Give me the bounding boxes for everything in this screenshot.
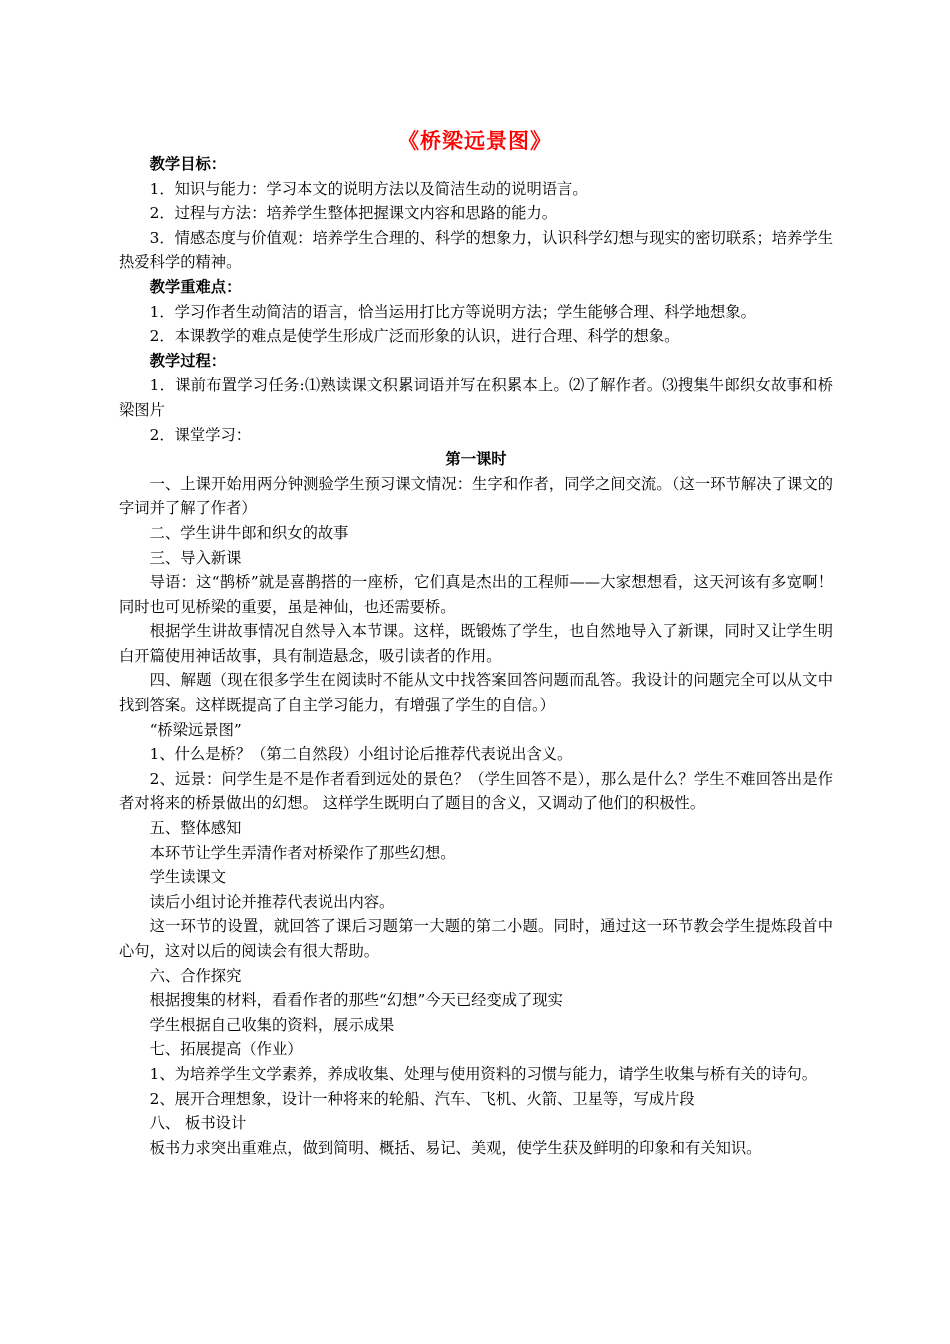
paragraph: “桥梁远景图”	[149, 720, 242, 739]
paragraph: 二、学生讲牛郎和织女的故事	[149, 523, 349, 542]
section-heading: 教学目标：	[149, 155, 227, 173]
document-body	[119, 152, 833, 1160]
paragraph: 本环节让学生弄清作者对桥梁作了那些幻想。	[149, 843, 456, 862]
paragraph: 学生根据自己收集的资料，展示成果	[149, 1015, 395, 1034]
paragraph: 一、上课开始用两分钟测验学生预习课文情况：生字和作者，同学之间交流。（这一环节解决了课文的字词并了解了作者）	[119, 474, 833, 518]
lesson-heading: 第一课时	[445, 450, 507, 469]
paragraph: 2．课堂学习：	[149, 425, 252, 444]
paragraph: 学生读课文	[149, 868, 227, 887]
section-heading: 教学重难点：	[149, 277, 242, 296]
paragraph: 这一环节的设置，就回答了课后习题第一大题的第二小题。同时，通过这一环节教会学生提炼段首中心句，这对以后的阅读会有很大帮助。	[119, 917, 833, 960]
paragraph: 导语：这“鹊桥”就是喜鹊搭的一座桥，它们真是杰出的工程师——大家想想看，这天河该有多宽啊！同时也可见桥梁的重要，虽是神仙，也还需要桥。	[119, 573, 833, 616]
paragraph: 八、 板书设计	[149, 1114, 247, 1133]
paragraph: 根据学生讲故事情况自然导入本节课。这样，既锻炼了学生，也自然地导入了新课，同时又让学生明白开篇使用神话故事，具有制造悬念，吸引读者的作用。	[119, 622, 833, 665]
paragraph: 2、展开合理想象，设计一种将来的轮船、汽车、飞机、火箭、卫星等，写成片段	[149, 1089, 695, 1108]
paragraph: 四、解题（现在很多学生在阅读时不能从文中找答案回答问题而乱答。我设计的问题完全可以从文中找到答案。这样既提高了自主学习能力，有增强了学生的自信。）	[119, 671, 833, 715]
paragraph: 1．知识与能力：学习本文的说明方法以及简洁生动的说明语言。	[149, 179, 588, 198]
section-heading: 教学过程：	[149, 351, 227, 370]
paragraph: 2．本课教学的难点是使学生形成广泛而形象的认识，进行合理、科学的想象。	[149, 327, 680, 346]
paragraph: 1、为培养学生文学素养，养成收集、处理与使用资料的习惯与能力，请学生收集与桥有关的诗句。	[149, 1064, 818, 1083]
paragraph: 五、整体感知	[149, 819, 242, 838]
paragraph: 3．情感态度与价值观：培养学生合理的、科学的想象力，认识科学幻想与现实的密切联系；培养学生热爱科学的精神。	[119, 228, 833, 272]
paragraph: 三、导入新课	[149, 548, 242, 567]
paragraph: 1．学习作者生动简洁的语言，恰当运用打比方等说明方法；学生能够合理、科学地想象。	[149, 302, 756, 321]
paragraph: 1、什么是桥？（第二自然段）小组讨论后推荐代表说出含义。	[149, 745, 573, 764]
paragraph: 2．过程与方法：培养学生整体把握课文内容和思路的能力。	[149, 204, 558, 223]
document-title: 《桥梁远景图》	[398, 128, 552, 153]
paragraph: 七、拓展提高（作业）	[149, 1040, 303, 1059]
paragraph: 读后小组讨论并推荐代表说出内容。	[149, 892, 395, 911]
paragraph: 2、远景：问学生是不是作者看到远处的景色？（学生回答不是），那么是什么？学生不难回答出是作者对将来的桥景做出的幻想。 这样学生既明白了题目的含义，又调动了他们的积极性。	[119, 769, 833, 813]
paragraph: 根据搜集的材料，看看作者的那些“幻想”今天已经变成了现实	[149, 991, 563, 1010]
paragraph: 1．课前布置学习任务:⑴熟读课文积累词语并写在积累本上。⑵了解作者。⑶搜集牛郎织女故事和桥梁图片	[119, 376, 833, 419]
paragraph: 六、合作探究	[149, 966, 242, 985]
paragraph: 板书力求突出重难点，做到简明、概括、易记、美观，使学生获及鲜明的印象和有关知识。	[149, 1138, 762, 1157]
